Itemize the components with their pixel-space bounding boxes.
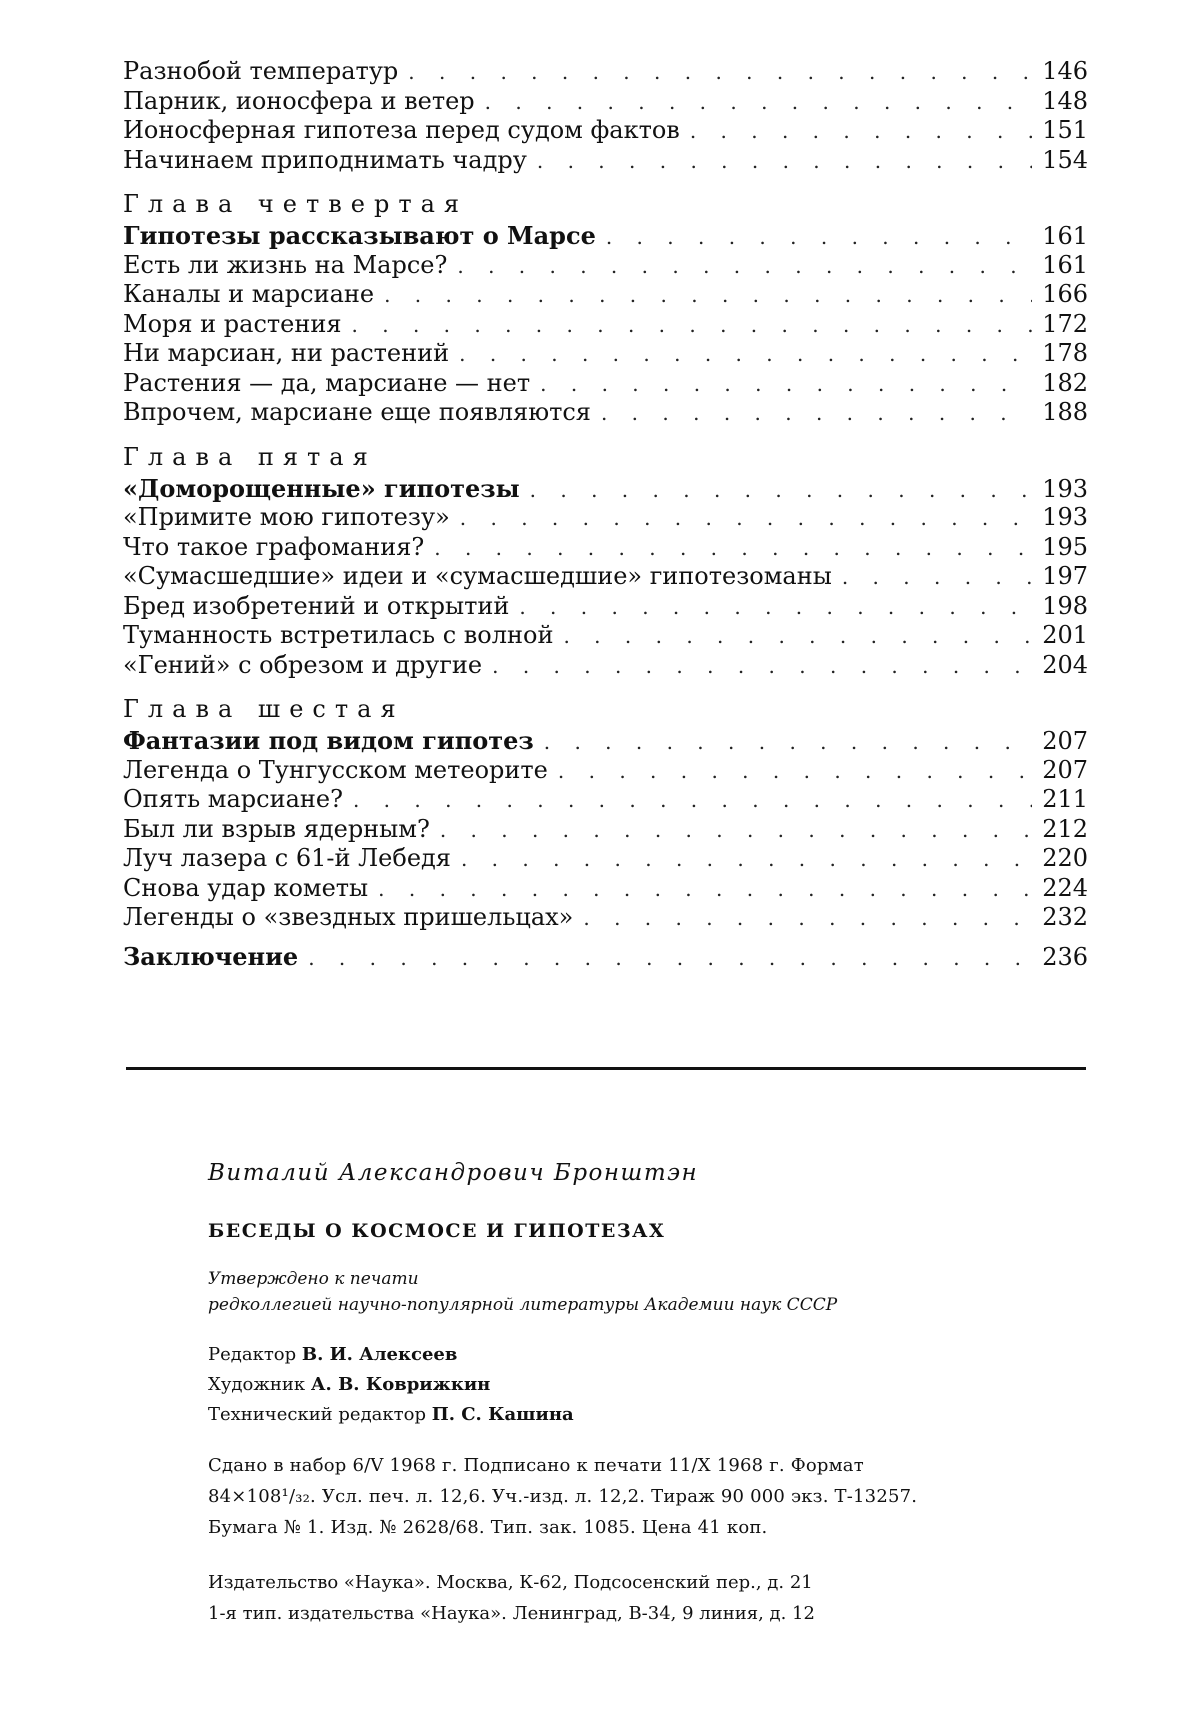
- toc-entry-page: 198: [1042, 591, 1088, 620]
- dot-leader: [457, 252, 1032, 281]
- dot-leader: [519, 593, 1032, 622]
- toc-entry-page: 151: [1042, 116, 1088, 144]
- dot-leader: [492, 652, 1032, 681]
- dot-leader: [537, 147, 1032, 176]
- dot-leader: [601, 399, 1032, 428]
- dot-leader: [544, 728, 1032, 756]
- toc-entry-page: 166: [1042, 280, 1088, 308]
- dot-leader: [384, 281, 1032, 310]
- approval-line: редколлегией научно-популярной литературы Академии наук СССР: [208, 1295, 838, 1315]
- toc-entry-page: 232: [1042, 903, 1088, 931]
- toc-entry: [123, 844, 1088, 874]
- toc-entry-title: Легенда о Тунгусском метеорите: [123, 755, 548, 784]
- credit-artist: [208, 1370, 1088, 1400]
- toc-entry-title: Парник, ионосфера и ветер: [123, 86, 475, 115]
- dot-leader: [459, 340, 1032, 369]
- toc-entry-page: 188: [1042, 398, 1088, 426]
- toc-entry-title: Легенды о «звездных пришельцах»: [123, 903, 574, 931]
- toc-entry: [123, 874, 1088, 904]
- toc-entry-title: Ионосферная гипотеза перед судом фактов: [123, 116, 680, 144]
- table-of-contents: [123, 57, 1088, 971]
- toc-entry-title: Был ли взрыв ядерным?: [123, 814, 430, 843]
- toc-entry-page: 201: [1042, 621, 1088, 649]
- toc-entry-title: Что такое графомания?: [123, 532, 425, 561]
- toc-entry-page: 193: [1042, 474, 1088, 503]
- toc-entry-title: «Доморощенные» гипотезы: [123, 473, 520, 503]
- toc-entry: [123, 116, 1088, 146]
- credits: [208, 1340, 1088, 1430]
- toc-entry: [123, 474, 1088, 504]
- dot-leader: [563, 622, 1032, 651]
- print-details: [208, 1450, 1088, 1543]
- dot-leader: [530, 476, 1032, 504]
- toc-entry-page: 154: [1042, 145, 1088, 174]
- toc-entry-page: 182: [1042, 368, 1088, 397]
- toc-entry-title: Есть ли жизнь на Марсе?: [123, 250, 448, 279]
- toc-entry-title: «Примите мою гипотезу»: [123, 503, 450, 531]
- publisher-line: Издательство «Наука». Москва, К-62, Подсосенский пер., д. 21: [208, 1572, 813, 1593]
- toc-entry: [123, 562, 1088, 592]
- print-line: Сдано в набор 6/V 1968 г. Подписано к печати 11/X 1968 г. Формат: [208, 1455, 864, 1476]
- dot-leader: [308, 944, 1032, 972]
- toc-entry-title: Туманность встретилась с волной: [123, 621, 554, 649]
- toc-entry: [123, 815, 1088, 845]
- toc-entry-title: Начинаем приподнимать чадру: [123, 145, 527, 174]
- toc-entry: [123, 398, 1088, 428]
- credit-person: А. В. Коврижкин: [310, 1374, 491, 1395]
- toc-entry: [123, 592, 1088, 622]
- toc-entry-page: 212: [1042, 814, 1088, 843]
- toc-entry-page: 161: [1042, 250, 1088, 279]
- toc-entry: [123, 221, 1088, 251]
- chapter-heading: Глава шестая: [123, 695, 405, 723]
- toc-entry-page: 161: [1042, 222, 1088, 250]
- dot-leader: [352, 311, 1032, 340]
- dot-leader: [558, 757, 1032, 786]
- toc-entry-title: Ни марсиан, ни растений: [123, 339, 450, 367]
- toc-entry: [123, 726, 1088, 756]
- dot-leader: [540, 370, 1032, 399]
- print-line: Бумага № 1. Изд. № 2628/68. Тип. зак. 1085. Цена 41 коп.: [208, 1517, 768, 1538]
- toc-entry-title: Каналы и марсиане: [123, 280, 375, 308]
- chapter-heading: Глава четвертая: [123, 190, 469, 218]
- toc-entry-conclusion: [123, 942, 1088, 972]
- toc-entry: [123, 756, 1088, 786]
- credit-tech-editor: [208, 1400, 1088, 1430]
- dot-leader: [842, 563, 1032, 592]
- dot-leader: [606, 223, 1032, 251]
- toc-entry-title: Фантазии под видом гипотез: [123, 726, 534, 755]
- toc-entry-title: Разнобой температур: [123, 57, 399, 85]
- toc-entry-title: Опять марсиане?: [123, 785, 343, 813]
- dot-leader: [690, 117, 1032, 146]
- toc-entry-page: 220: [1042, 844, 1088, 872]
- approval-line: Утверждено к печати: [208, 1269, 419, 1289]
- spacer: [123, 933, 1088, 942]
- toc-entry-page: 146: [1042, 57, 1088, 85]
- dot-leader: [378, 875, 1032, 904]
- publisher-line: 1-я тип. издательства «Наука». Ленинград, В-34, 9 линия, д. 12: [208, 1603, 815, 1624]
- credit-role: Художник: [208, 1374, 306, 1395]
- dot-leader: [353, 786, 1032, 815]
- dot-leader: [485, 88, 1032, 117]
- toc-entry-page: 193: [1042, 503, 1088, 531]
- toc-entry-page: 207: [1042, 755, 1088, 784]
- dot-leader: [460, 504, 1032, 533]
- dot-leader: [440, 816, 1032, 845]
- toc-entry: [123, 146, 1088, 176]
- publisher-details: [208, 1567, 1088, 1629]
- colophon: [208, 1160, 1088, 1629]
- toc-entry-page: 148: [1042, 86, 1088, 115]
- toc-entry-title: Снова удар кометы: [123, 873, 369, 902]
- dot-leader: [434, 534, 1032, 563]
- credit-role: Технический редактор: [208, 1404, 426, 1425]
- toc-entry-title: «Сумасшедшие» идеи и «сумасшедшие» гипотезоманы: [123, 562, 832, 590]
- toc-entry: [123, 369, 1088, 399]
- toc-entry: [123, 339, 1088, 369]
- toc-entry-page: 207: [1042, 727, 1088, 755]
- toc-entry: [123, 310, 1088, 340]
- toc-entry: [123, 651, 1088, 681]
- divider-line: [126, 1067, 1086, 1070]
- toc-entry: [123, 621, 1088, 651]
- toc-entry-page: 236: [1042, 942, 1088, 971]
- toc-entry-page: 178: [1042, 339, 1088, 367]
- credit-role: Редактор: [208, 1344, 297, 1365]
- book-title: БЕСЕДЫ О КОСМОСЕ И ГИПОТЕЗАХ: [208, 1220, 666, 1242]
- toc-entry-page: 204: [1042, 650, 1088, 679]
- credit-person: П. С. Кашина: [431, 1404, 574, 1425]
- dot-leader: [583, 904, 1032, 933]
- chapter-heading: Глава пятая: [123, 442, 377, 471]
- dot-leader: [408, 58, 1032, 87]
- toc-entry: [123, 251, 1088, 281]
- toc-entry-title: «Гений» с обрезом и другие: [123, 650, 483, 679]
- toc-entry-title: Гипотезы рассказывают о Марсе: [123, 221, 596, 250]
- dot-leader: [461, 845, 1032, 874]
- print-line: 84×108¹/₃₂. Усл. печ. л. 12,6. Уч.-изд. л. 12,2. Тираж 90 000 экз. Т-13257.: [208, 1486, 918, 1507]
- toc-entry: [123, 503, 1088, 533]
- toc-entry-title: Заключение: [123, 941, 299, 971]
- credit-person: В. И. Алексеев: [301, 1344, 458, 1365]
- toc-entry-page: 224: [1042, 873, 1088, 902]
- toc-entry: [123, 533, 1088, 563]
- toc-entry-title: Бред изобретений и открытий: [123, 591, 510, 620]
- toc-entry-page: 172: [1042, 309, 1088, 338]
- credit-editor: [208, 1340, 1088, 1370]
- toc-entry-title: Луч лазера с 61-й Лебедя: [123, 844, 451, 872]
- toc-entry-title: Впрочем, марсиане еще появляются: [123, 398, 591, 426]
- toc-entry-page: 197: [1042, 562, 1088, 590]
- toc-entry: [123, 87, 1088, 117]
- toc-entry: [123, 280, 1088, 310]
- author-name: Виталий Александрович Бронштэн: [208, 1160, 699, 1186]
- toc-entry: [123, 57, 1088, 87]
- approval-note: [208, 1266, 1088, 1318]
- toc-entry-page: 211: [1042, 785, 1088, 813]
- toc-entry-title: Моря и растения: [123, 309, 342, 338]
- toc-entry-page: 195: [1042, 532, 1088, 561]
- toc-entry-title: Растения — да, марсиане — нет: [123, 368, 531, 397]
- toc-entry: [123, 785, 1088, 815]
- toc-entry: [123, 903, 1088, 933]
